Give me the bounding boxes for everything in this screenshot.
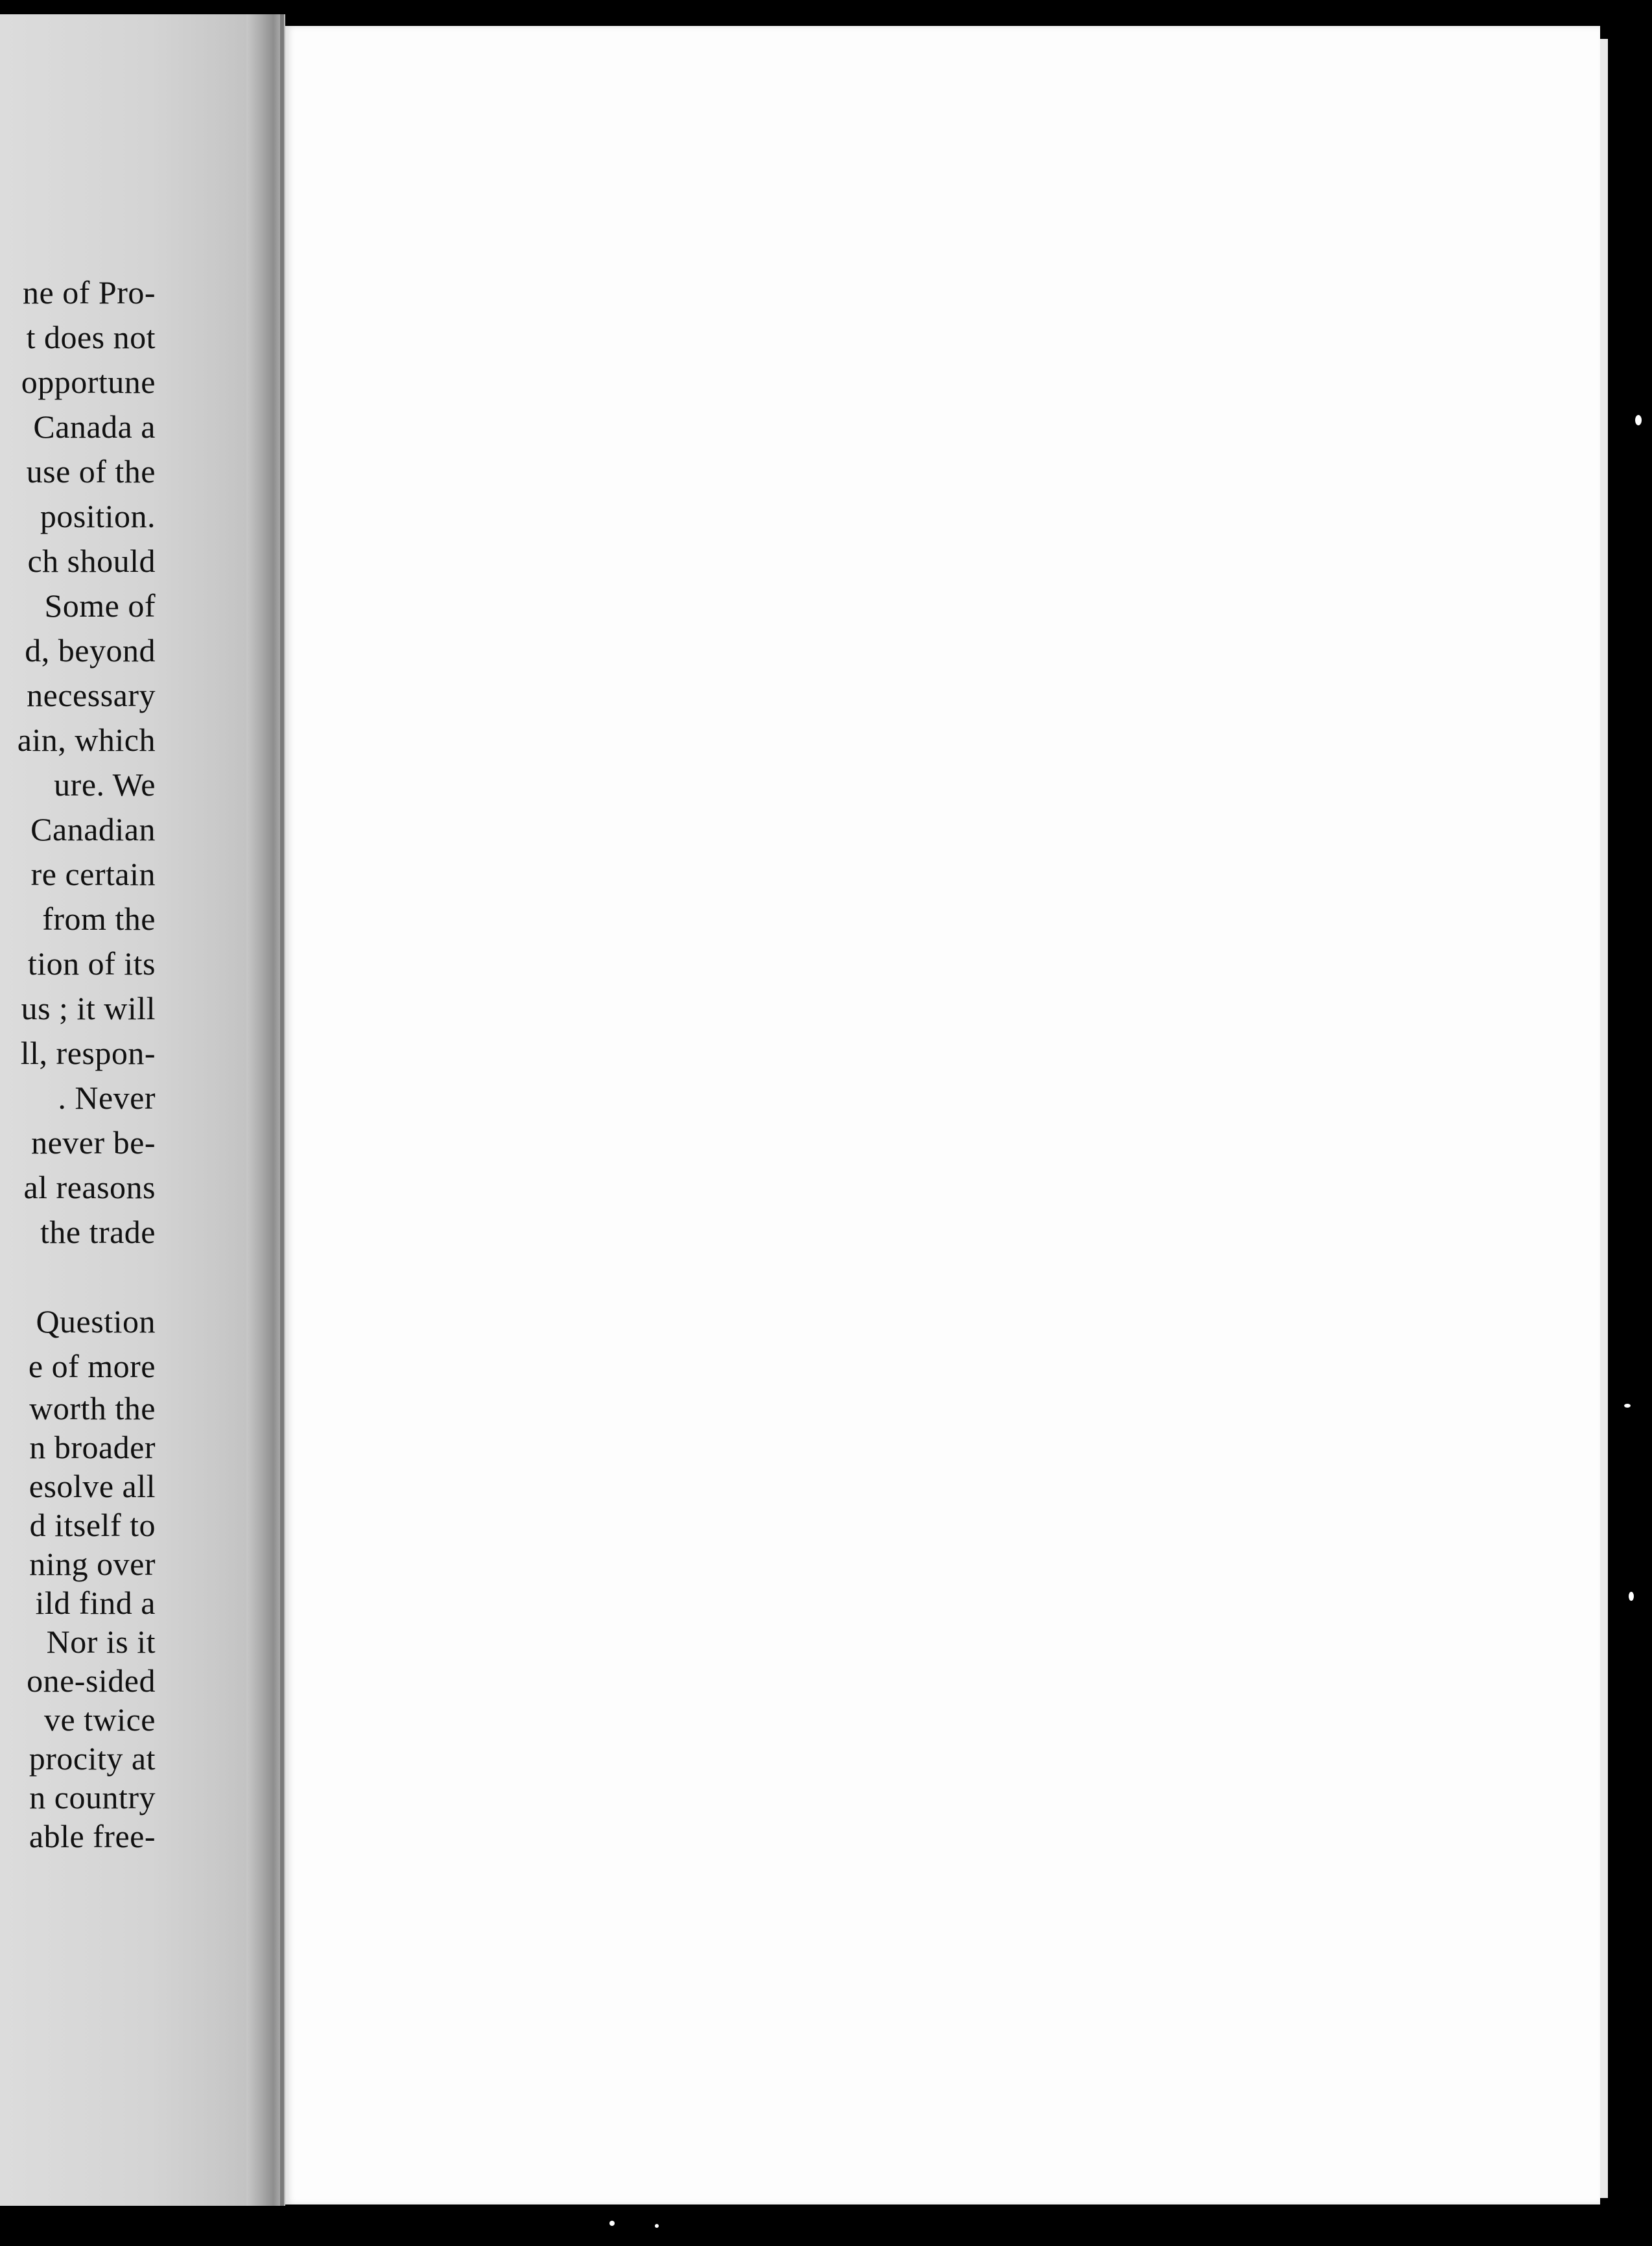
text-line: us ; it will <box>21 990 156 1026</box>
blank-right-page <box>285 26 1600 2205</box>
left-facing-page <box>0 14 272 2206</box>
text-line: position. <box>40 498 156 534</box>
text-line: al reasons <box>23 1169 156 1205</box>
scan-speck <box>655 2224 659 2228</box>
text-line: the trade <box>40 1214 156 1250</box>
scan-speck <box>1624 1404 1631 1408</box>
text-line: t does not <box>26 319 156 355</box>
text-line: ch should <box>27 543 156 579</box>
text-line: able free- <box>29 1818 156 1854</box>
text-line: opportune <box>21 364 156 400</box>
scan-speck <box>1629 1592 1634 1601</box>
text-line: never be- <box>31 1124 156 1161</box>
text-line: Question <box>36 1303 156 1340</box>
page-edge <box>1600 39 1608 2198</box>
text-line: ure. We <box>54 766 156 803</box>
text-line: from the <box>42 901 156 937</box>
text-line: ning over <box>29 1546 156 1582</box>
text-line: Some of <box>44 587 156 624</box>
text-line: ain, which <box>17 722 156 758</box>
text-line: ne of Pro- <box>23 274 156 311</box>
text-line: n broader <box>29 1429 156 1465</box>
text-line: d, beyond <box>25 632 156 668</box>
page-fold-line <box>280 14 284 2206</box>
text-line: esolve all <box>29 1468 156 1504</box>
text-line: necessary <box>27 677 156 713</box>
text-line: d itself to <box>29 1507 156 1543</box>
text-line: ild find a <box>35 1585 156 1621</box>
text-line: ll, respon- <box>20 1035 156 1071</box>
scan-speck <box>1635 415 1642 425</box>
text-line: procity at <box>29 1740 156 1777</box>
text-line: tion of its <box>27 945 156 982</box>
text-line: re certain <box>30 856 156 892</box>
text-line: e of more <box>28 1348 156 1384</box>
text-line: Canada a <box>33 408 156 445</box>
text-line: Nor is it <box>46 1624 156 1660</box>
text-line: Canadian <box>30 811 156 847</box>
text-line: . Never <box>58 1080 156 1116</box>
book-gutter-shadow <box>246 14 285 2206</box>
text-line: ve twice <box>44 1701 156 1738</box>
text-line: one-sided <box>27 1662 156 1699</box>
text-line: use of the <box>26 453 156 490</box>
text-line: worth the <box>29 1390 156 1426</box>
scan-speck <box>609 2221 615 2226</box>
text-line: n country <box>29 1779 156 1815</box>
left-page-text-block <box>0 270 156 1856</box>
